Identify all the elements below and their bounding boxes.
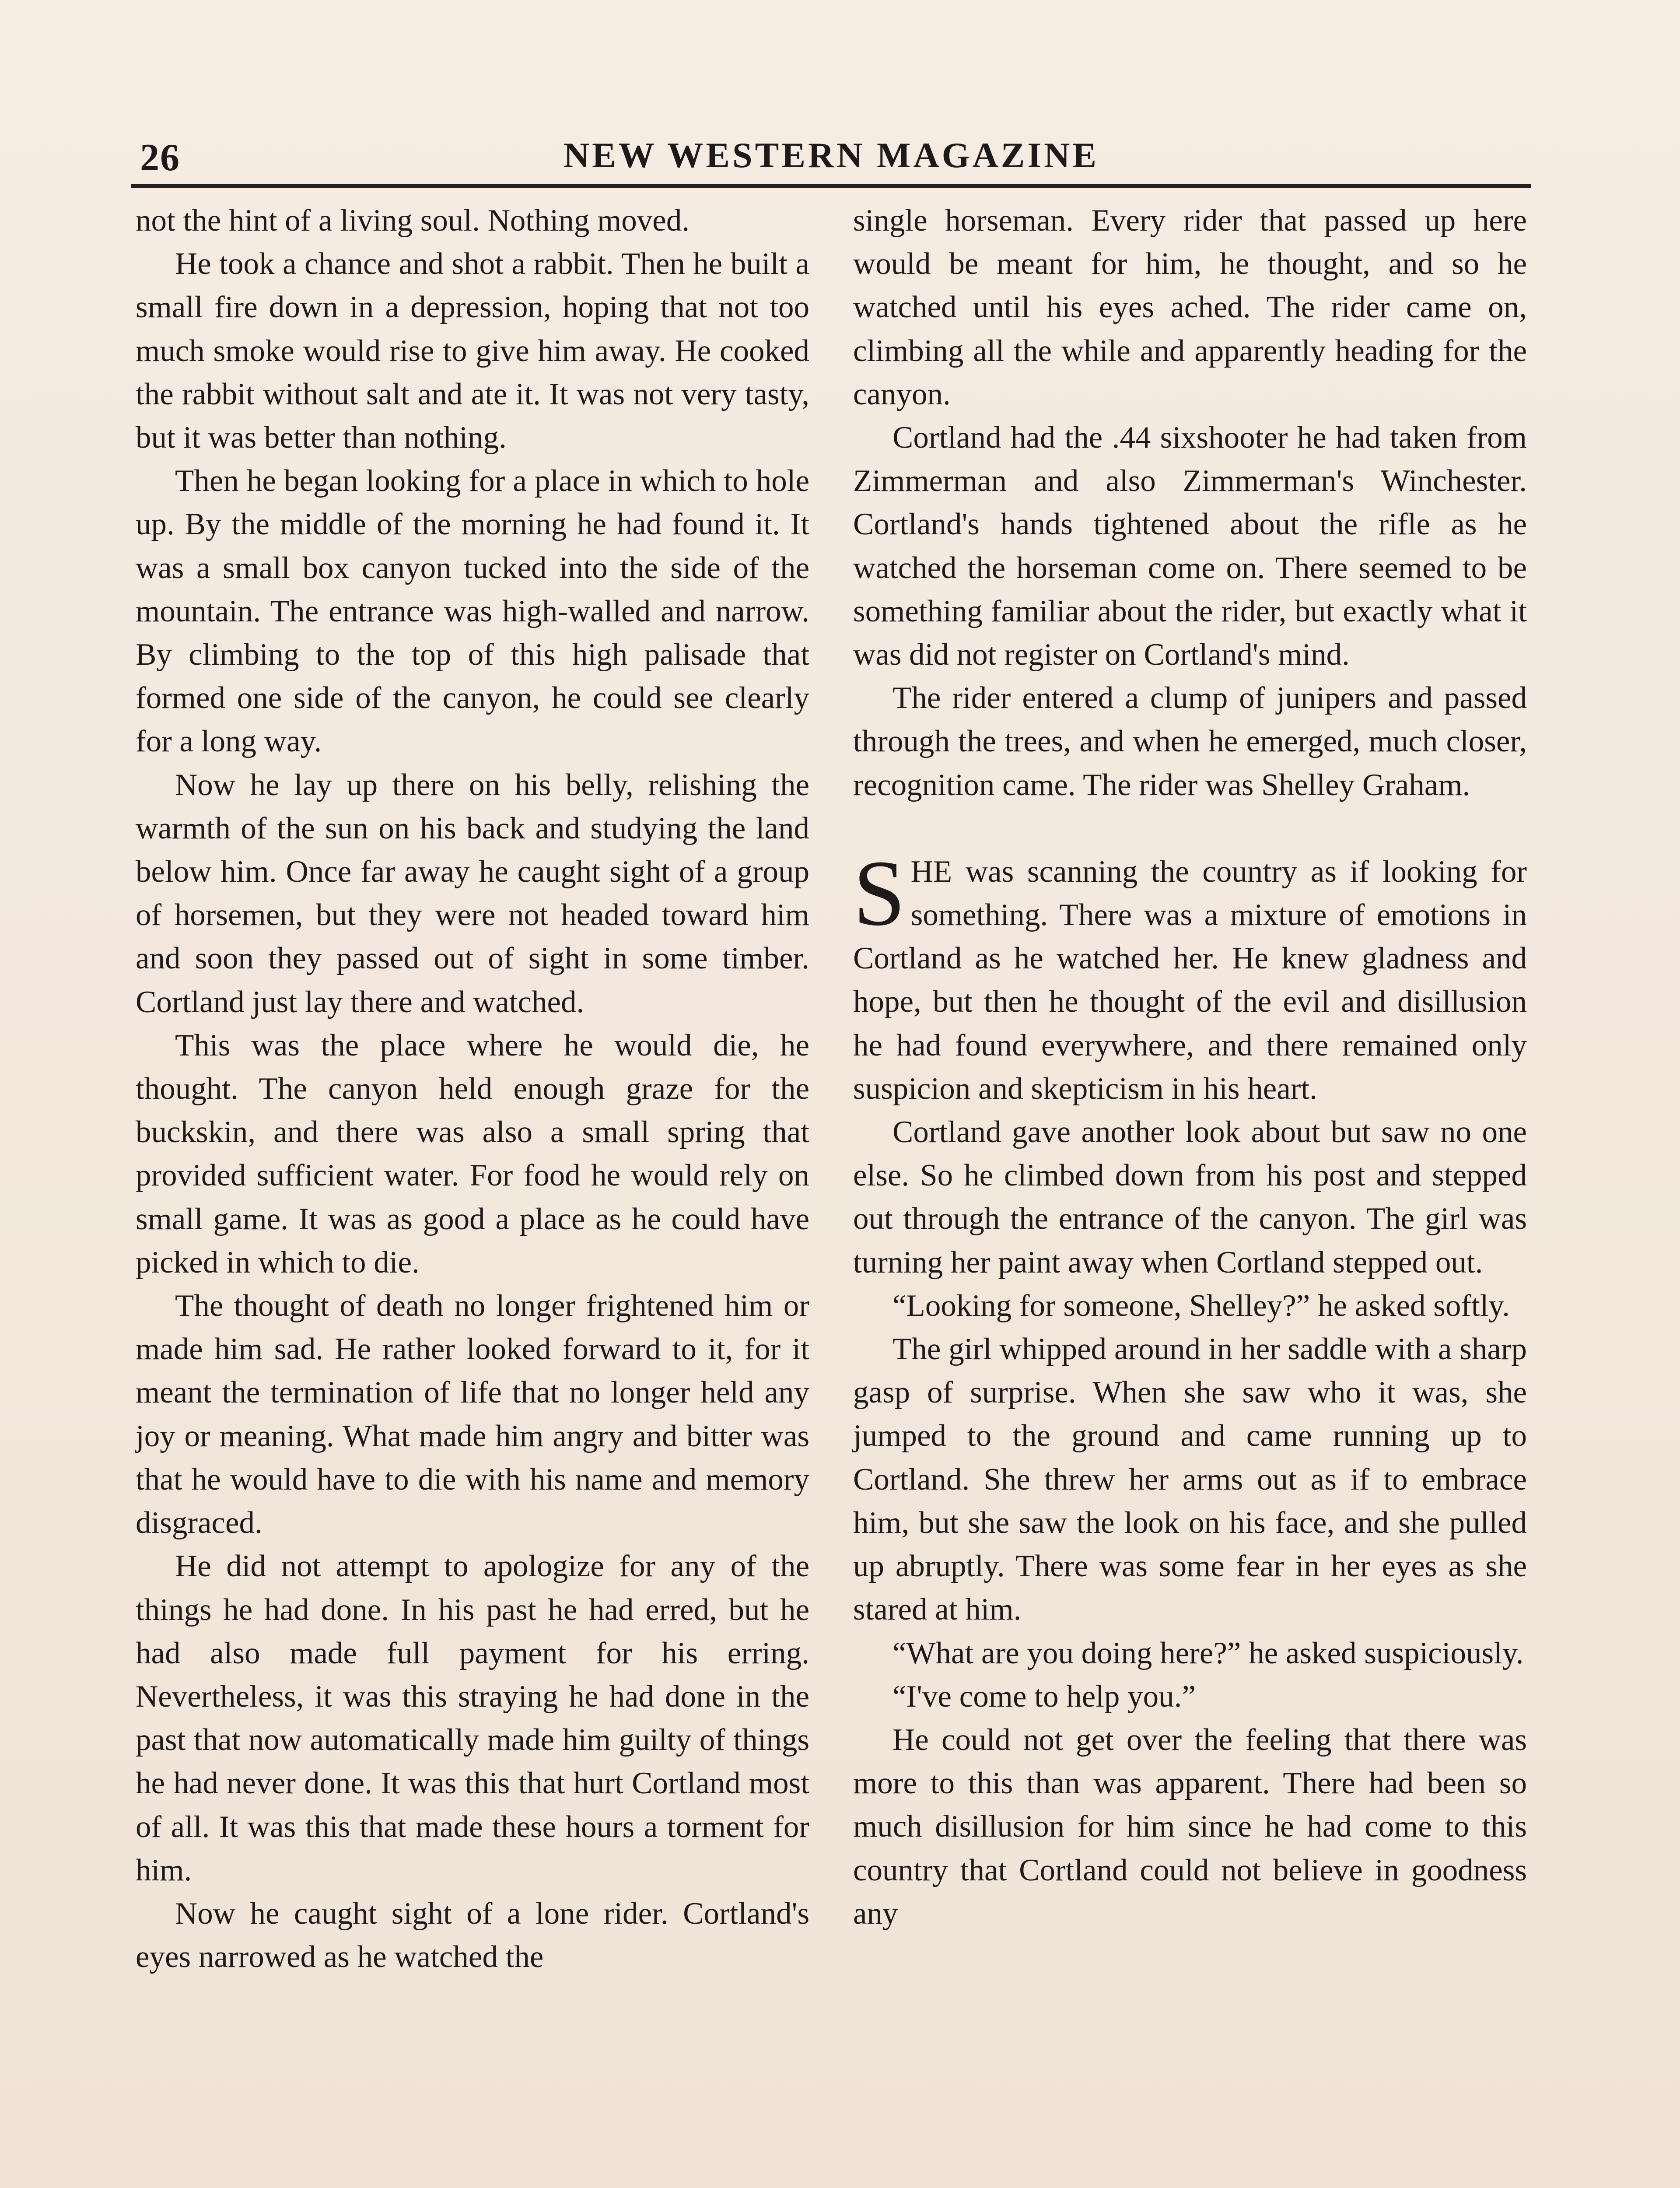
page-number: 26 bbox=[140, 137, 180, 179]
paragraph: Cortland gave another look about but saw no one else. So he climbed down from his post and stepped out through the entrance of the canyon. The girl was turning her paint away when Cortland stepped out. bbox=[853, 1115, 1527, 1280]
paragraph: This was the place where he would die, he thought. The canyon held enough graze for the buckskin, and there was also a small spring that provided sufficient water. For food he would rely on small game. It was as good a place as he could have picked in which to die. bbox=[136, 1028, 809, 1280]
paragraph: Now he caught sight of a lone rider. Cortland's eyes narrowed as he watched the bbox=[136, 1896, 809, 1974]
paragraph: He could not get over the feeling that there was more to this than was apparent. There had been so much disillusion for him since he had come to this country that Cortland could not believe in goodness any bbox=[853, 1722, 1527, 1931]
paragraph: single horseman. Every rider that passed up here would be meant for him, he thought, and so he watched until his eyes ached. The rider came on, climbing all the while and apparently heading for the canyon. bbox=[853, 203, 1527, 411]
paragraph: He did not attempt to apologize for any of the things he had done. In his past he had erred, but he had also made full payment for his erring. Nevertheless, it was this straying he had done in the past that now automatically made him guilty of things he had never done. It was this that hurt Cortland most of all. It was this that made these hours a torment for him. bbox=[136, 1549, 809, 1887]
paragraph: The rider entered a clump of junipers and passed through the trees, and when he emerged, much closer, recognition came. The rider was Shelley Graham. bbox=[853, 681, 1527, 802]
drop-cap: S bbox=[853, 840, 906, 945]
right-column bbox=[853, 199, 1527, 1936]
paragraph: “Looking for someone, Shelley?” he asked softly. bbox=[892, 1288, 1510, 1323]
paragraph: “What are you doing here?” he asked suspiciously. bbox=[892, 1636, 1524, 1670]
paragraph: The girl whipped around in her saddle with a sharp gasp of surprise. When she saw who it was, she jumped to the ground and came running up to Cortland. She threw her arms out as if to embrace him, but she saw the look on his face, and she pulled up abruptly. There was some fear in her eyes as she stared at him. bbox=[853, 1332, 1527, 1627]
paragraph: “I've come to help you.” bbox=[892, 1679, 1196, 1714]
page-header bbox=[131, 131, 1531, 188]
paragraph: Cortland had the .44 sixshooter he had taken from Zimmerman and also Zimmerman's Winchester. Cortland's hands tightened about the rifle as he watched the horseman come on. There seemed to be something familiar about the rider, but exactly what it was did not register on Cortland's mind. bbox=[853, 421, 1527, 672]
section-opening-paragraph bbox=[853, 840, 1527, 1111]
paragraph-text: HE was scanning the country as if looking for something. There was a mixture of emotions in Cortland as he watched her. He knew gladness and hope, but then he thought of the evil and disillusion he had found everywhere, and there remained only suspicion and skepticism in his heart. bbox=[853, 854, 1527, 1106]
left-column bbox=[136, 199, 809, 1979]
paragraph: Now he lay up there on his belly, relishing the warmth of the sun on his back and studying the land below him. Once far away he caught sight of a group of horsemen, but they were not headed toward him and soon they passed out of sight in some timber. Cortland just lay there and watched. bbox=[136, 768, 809, 1019]
section-break bbox=[853, 807, 1527, 850]
paragraph: not the hint of a living soul. Nothing moved. bbox=[136, 203, 690, 238]
paragraph: The thought of death no longer frightened him or made him sad. He rather looked forward to it, for it meant the termination of life that no longer held any joy or meaning. What made him angry and bitter was that he would have to die with his name and memory disgraced. bbox=[136, 1289, 809, 1540]
paragraph: Then he began looking for a place in which to hole up. By the middle of the morning he had found it. It was a small box canyon tucked into the side of the mountain. The entrance was high-walled and narrow. By climbing to the top of this high palisade that formed one side of the canyon, he could see clearly for a long way. bbox=[136, 464, 809, 759]
magazine-title: NEW WESTERN MAGAZINE bbox=[563, 135, 1099, 175]
paragraph: He took a chance and shot a rabbit. Then he built a small fire down in a depression, hoping that not too much smoke would rise to give him away. He cooked the rabbit without salt and ate it. It was not very tasty, but it was better than nothing. bbox=[136, 247, 809, 455]
